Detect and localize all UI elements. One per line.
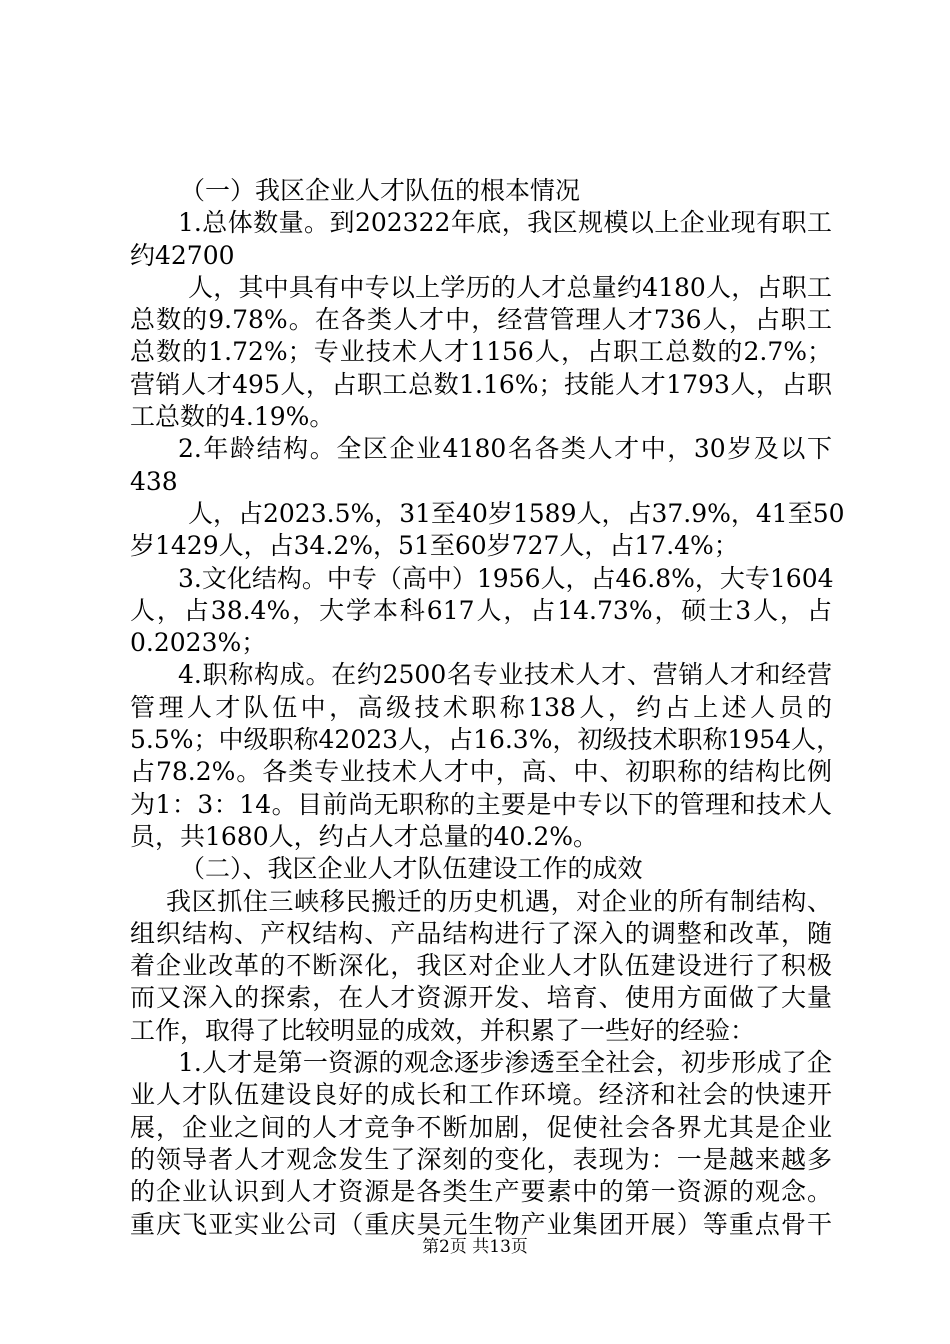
paragraph-line: 占78.2%。各类专业技术人才中，高、中、初职称的结构比例	[130, 757, 832, 787]
paragraph-line: 的企业认识到人才资源是各类生产要素中的第一资源的观念。	[130, 1177, 832, 1207]
paragraph-line: 展，企业之间的人才竞争不断加剧，促使社会各界尤其是企业	[130, 1112, 832, 1142]
paragraph-line: 1.总体数量。到202322年底，我区规模以上企业现有职工	[178, 208, 832, 238]
paragraph-line: 工总数的4.19%。	[130, 402, 335, 432]
paragraph-line: 人，其中具有中专以上学历的人才总量约4180人，占职工	[188, 272, 832, 302]
paragraph-line: 员，共1680人，约占人才总量的40.2%。	[130, 821, 599, 851]
paragraph-line: 总数的1.72%；专业技术人才1156人，占职工总数的2.7%；	[130, 337, 832, 367]
paragraph-line: 管理人才队伍中，高级技术职称138人，约占上述人员的	[130, 692, 832, 722]
paragraph-line: 工作，取得了比较明显的成效，并积累了一些好的经验：	[130, 1015, 756, 1045]
paragraph-line: 438	[130, 466, 178, 496]
paragraph-line: 岁1429人，占34.2%，51至60岁727人，占17.4%；	[130, 531, 739, 561]
paragraph-line: 人，占38.4%，大学本科617人，占14.73%，硕士3人，占	[130, 595, 832, 625]
paragraph-line: 4.职称构成。在约2500名专业技术人才、营销人才和经营	[178, 660, 832, 690]
paragraph-line: 的领导者人才观念发生了深刻的变化，表现为：一是越来越多	[130, 1144, 832, 1174]
document-body	[130, 175, 845, 1241]
paragraph-line: 营销人才495人，占职工总数1.16%；技能人才1793人，占职	[130, 369, 832, 399]
section-heading-1: （一）我区企业人才队伍的根本情况	[180, 176, 581, 205]
paragraph-line: 重庆飞亚实业公司（重庆昊元生物产业集团开展）等重点骨干	[130, 1209, 832, 1239]
paragraph-line: 着企业改革的不断深化，我区对企业人才队伍建设进行了积极	[130, 951, 832, 981]
paragraph-line: 我区抓住三峡移民搬迁的历史机遇，对企业的所有制结构、	[166, 886, 832, 916]
paragraph-line: 组织结构、产权结构、产品结构进行了深入的调整和改革，随	[130, 918, 832, 948]
paragraph-line: 约42700	[130, 240, 235, 270]
section-heading-2: （二）、我区企业人才队伍建设工作的成效	[180, 854, 643, 884]
paragraph-line: 0.2023%；	[130, 628, 267, 658]
page-number-footer: 第2页 共13页	[422, 1237, 528, 1257]
paragraph-line: 3.文化结构。中专（高中）1956人，占46.8%，大专1604	[178, 563, 834, 593]
paragraph-line: 5.5%；中级职称42023人，占16.3%，初级技术职称1954人，	[130, 725, 842, 755]
paragraph-line: 为1：3：14。目前尚无职称的主要是中专以下的管理和技术人	[130, 789, 832, 819]
paragraph-line: 而又深入的探索，在人才资源开发、培育、使用方面做了大量	[130, 983, 832, 1013]
paragraph-line: 总数的9.78%。在各类人才中，经营管理人才736人，占职工	[130, 305, 832, 335]
paragraph-line: 2.年龄结构。全区企业4180名各类人才中，30岁及以下	[178, 434, 832, 464]
paragraph-line: 1.人才是第一资源的观念逐步渗透至全社会，初步形成了企	[178, 1048, 832, 1078]
paragraph-line: 人，占2023.5%，31至40岁1589人，占37.9%，41至50	[188, 498, 845, 528]
paragraph-line: 业人才队伍建设良好的成长和工作环境。经济和社会的快速开	[130, 1080, 832, 1110]
